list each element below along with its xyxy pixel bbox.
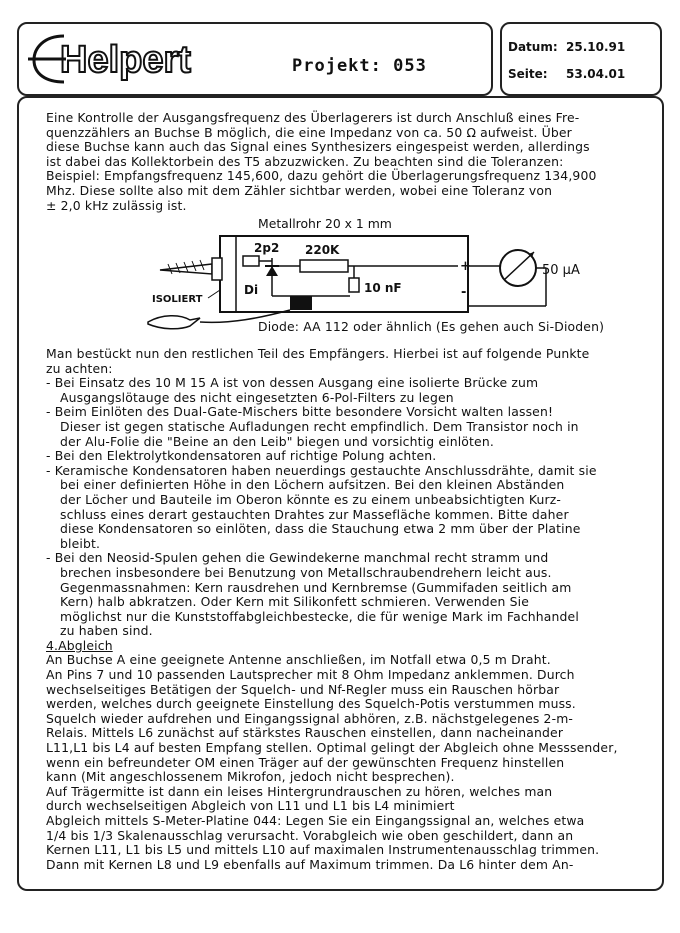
body-line: wechselseitiges Betätigen der Squelch- und Nf-Regler muss ein Rauschen hörbar	[46, 681, 560, 697]
body-line: - Beim Einlöten des Dual-Gate-Mischers bitte besondere Vorsicht walten lassen!	[46, 404, 554, 420]
intro-line: Eine Kontrolle der Ausgangsfrequenz des Überlagerers ist durch Anschluß eines Fre-	[46, 110, 580, 125]
cap-2p2-label: 2p2	[254, 241, 280, 255]
body-line: Dieser ist gegen statische Aufladungen recht empfindlich. Dem Transistor noch in	[60, 418, 579, 434]
body-line: An Buchse A eine geeignete Antenne anschließen, im Notfall etwa 0,5 m Draht.	[46, 652, 551, 668]
resistor-220k	[300, 260, 348, 272]
resistor-label: 220K	[305, 243, 340, 257]
page-row	[508, 67, 625, 81]
body-line: Kern) halb abkratzen. Oder Kern mit Silikonfett schmieren. Verwenden Sie	[60, 594, 530, 610]
body-line: kann (Mit angeschlossenem Mikrofon, jedoch nicht besprechen).	[46, 769, 455, 785]
body-line: bei einer definierten Höhe in den Löchern aufsitzen. Bei den kleinen Abständen	[60, 477, 565, 493]
ground-block	[290, 296, 312, 310]
page-value: 53.04.01	[566, 67, 626, 81]
intro-paragraph	[46, 111, 650, 213]
meter-label: 50 μA	[542, 263, 580, 278]
cap-2p2	[243, 256, 259, 266]
intro-line: Mhz. Diese sollte also mit dem Zähler sichtbar werden, wobei eine Toleranz von	[46, 182, 553, 198]
body-line: werden, welches durch geeignete Einstellung des Squelch-Potis verstummen muss.	[46, 696, 576, 712]
body-line: - Bei den Neosid-Spulen gehen die Gewindekerne manchmal recht stramm und	[46, 550, 549, 566]
body-line: wenn ein befreundeter OM einen Träger auf der gewünschten Frequenz hinstellen	[46, 754, 565, 770]
body-line: Abgleich mittels S-Meter-Platine 044: Legen Sie ein Eingangssignal an, welches etwa	[46, 813, 585, 828]
body-line: Auf Trägermitte ist dann ein leises Hintergrundrauschen zu hören, welches man	[46, 783, 553, 799]
body-line: 1/4 bis 1/3 Skalenausschlag verursacht. Vorabgleich wie oben geschildert, dann an	[46, 827, 574, 843]
body-line: Kernen L11, L1 bis L5 und mittels L10 auf maximalen Instrumentenausschlag trimmen.	[46, 842, 600, 858]
body-line: Dann mit Kernen L8 und L9 ebenfalls auf Maximum trimmen. Da L6 hinter dem An-	[46, 856, 574, 872]
body-line: der Alu-Folie die "Beine an den Leib" biegen und vorsichtig einlöten.	[60, 433, 494, 449]
intro-line: Beispiel: Empfangsfrequenz 145,600, dazu gehört die Überlagerungsfrequenz 134,900	[46, 168, 597, 184]
schematic-diagram	[140, 214, 660, 334]
date-value: 25.10.91	[566, 40, 626, 54]
body-line: Squelch wieder aufdrehen und Eingangssignal abhören, z.B. nächstgelegenes 2-m-	[46, 710, 574, 726]
helpert-logo	[24, 28, 284, 88]
body-line: zu haben sind.	[60, 623, 153, 639]
plus-sign: +	[460, 259, 471, 274]
body-line: - Keramische Kondensatoren haben neuerdings gestauchte Anschlussdrähte, damit sie	[46, 462, 597, 478]
date-label: Datum:	[508, 40, 558, 54]
intro-line: ist dabei das Kollektorbein des T5 abzuzwicken. Zu beachten sind die Toleranzen:	[46, 153, 564, 169]
intro-line: diese Buchse kann auch das Signal eines Synthesizers eingespeist werden, allerdings	[46, 139, 590, 155]
body-line: bleibt.	[60, 535, 101, 551]
body-line: durch wechselseitigen Abgleich von L11 und L1 bis L4 minimiert	[46, 798, 455, 814]
tube-label: Metallrohr 20 x 1 mm	[258, 216, 392, 231]
body-line: der Löcher und Bauteile im Oberon könnte es zu einem unbeabsichtigten Kurz-	[60, 491, 562, 507]
body-line: schluss eines derart gestauchten Drahtes zur Massefläche kommen. Bitte daher	[60, 506, 569, 522]
body-line: diese Kondensatoren so einlöten, dass die Stauchung etwa 2 mm über der Platine	[60, 521, 581, 537]
capacitor-label: 10 nF	[364, 281, 402, 295]
body-line: - Bei Einsatz des 10 M 15 A ist von dessen Ausgang eine isolierte Brücke zum	[46, 375, 539, 391]
project-number: Projekt: 053	[292, 56, 427, 76]
date-row	[508, 40, 625, 54]
body-line: brechen insbesondere bei Benutzung von Metallschraubendrehern leicht aus.	[60, 564, 552, 580]
minus-sign: -	[461, 285, 467, 300]
body-line: Relais. Mittels L6 zunächst auf stärkstes Rauschen einstellen, dann nacheinander	[46, 725, 564, 741]
cap-10nf	[349, 278, 359, 292]
logo-text: Helpert	[60, 39, 191, 81]
body-line: - Bei den Elektrolytkondensatoren auf richtige Polung achten.	[46, 448, 437, 464]
diode-caption: Diode: AA 112 oder ähnlich (Es gehen auch Si-Dioden)	[258, 319, 605, 334]
diode-label: Di	[244, 283, 259, 297]
body-line: Gegenmassnahmen: Kern rausdrehen und Kernbremse (Gummifaden seitlich am	[60, 579, 572, 595]
body-line: Man bestückt nun den restlichen Teil des Empfängers. Hierbei ist auf folgende Punkte	[46, 346, 590, 361]
intro-line: quenzzählers an Buchse B möglich, die eine Impedanz von ca. 50 Ω aufweist. Über	[46, 124, 572, 140]
alligator-clip	[148, 316, 200, 329]
body-line: L11,L1 bis L4 auf besten Empfang stellen. Optimal gelingt der Abgleich ohne Messsender,	[46, 740, 618, 756]
body-line: zu achten:	[46, 360, 113, 376]
body-line: An Pins 7 und 10 passenden Lautsprecher mit 8 Ohm Impedanz anklemmen. Durch	[46, 667, 575, 683]
section-heading: 4.Abgleich	[46, 637, 113, 653]
intro-line: ± 2,0 kHz zulässig ist.	[46, 197, 187, 213]
body-line: möglichst nur die Kunststoffabgleichbestecke, die für wenige Mark im Fachhandel	[60, 608, 579, 624]
page-label: Seite:	[508, 67, 548, 81]
body-line: Ausgangslötauge des nicht eingesetzten 6-Pol-Filters zu legen	[60, 389, 454, 405]
meta-box	[500, 22, 662, 96]
isolation-label: ISOLIERT	[152, 294, 203, 305]
body-text	[46, 347, 650, 872]
probe-tip	[160, 264, 212, 274]
